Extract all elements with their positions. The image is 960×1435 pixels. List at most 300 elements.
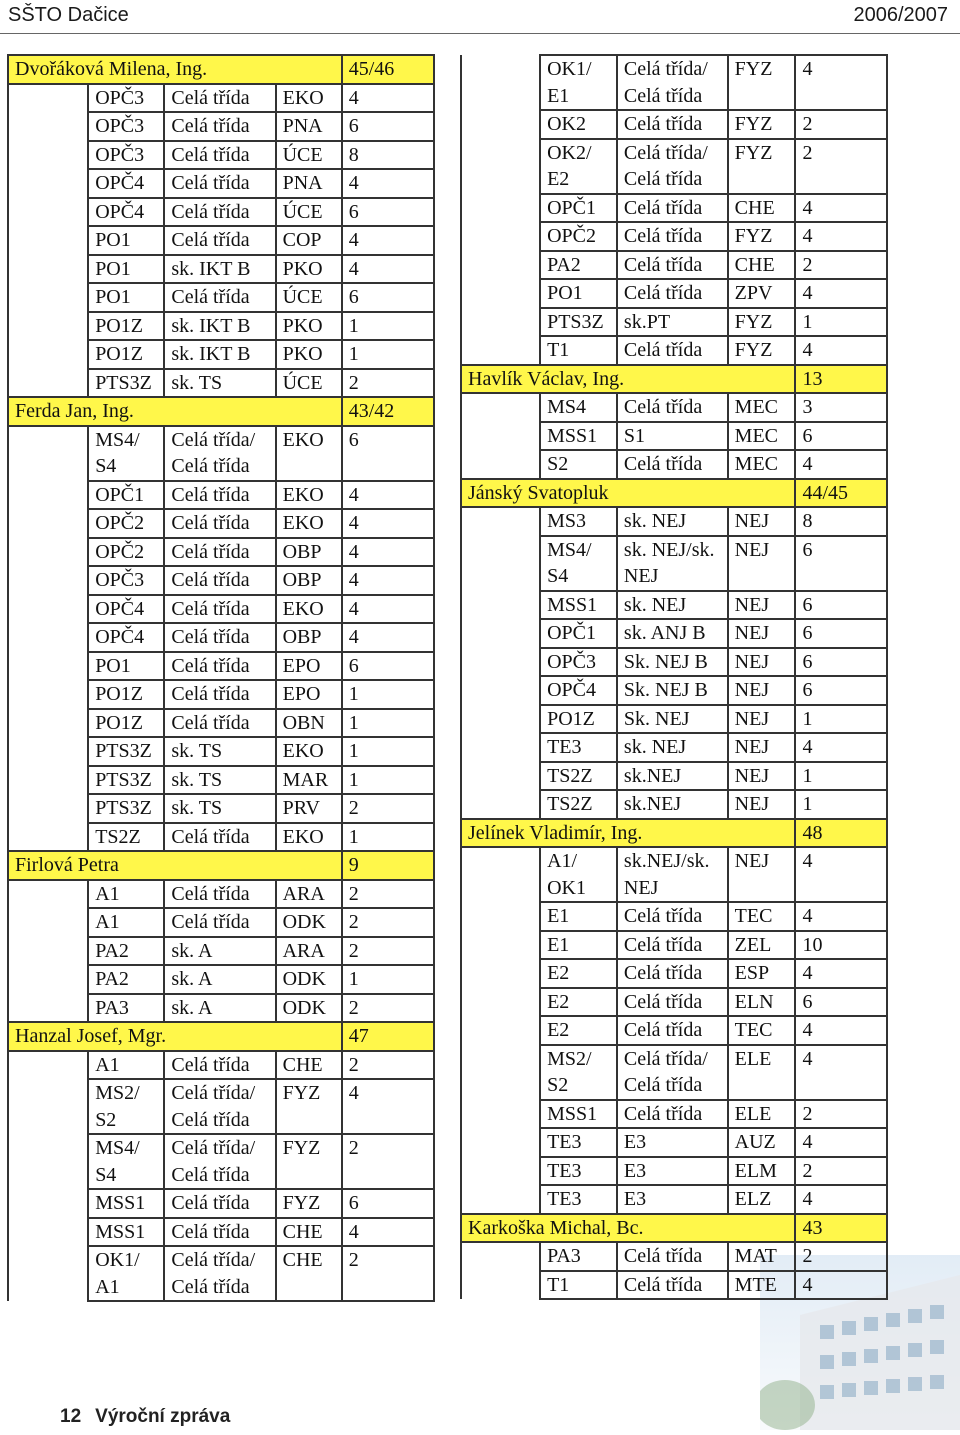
group-cell: E3 — [617, 1185, 728, 1214]
group-cell: Celá třída — [164, 680, 275, 709]
table-row — [8, 1218, 434, 1247]
table-row — [8, 84, 434, 113]
table-row — [8, 226, 434, 255]
group-cell: Celá třída — [164, 1218, 275, 1247]
group-cell: Celá třída — [617, 1016, 728, 1045]
teacher-name: Havlík Václav, Ing. — [461, 365, 795, 394]
hours-cell: 4 — [795, 1016, 887, 1045]
class-cell: PTS3Z — [88, 369, 164, 398]
indent-cell — [8, 652, 88, 681]
subject-cell: NEJ — [728, 733, 796, 762]
class-cell: MSS1 — [540, 422, 617, 451]
class-cell: OPČ3 — [540, 648, 617, 677]
subject-cell: ODK — [276, 994, 342, 1023]
indent-cell — [461, 902, 540, 931]
class-cell: A1 — [88, 908, 164, 937]
class-cell: OPČ4 — [88, 623, 164, 652]
class-cell: OPČ4 — [88, 198, 164, 227]
class-cell: PO1 — [88, 226, 164, 255]
subject-cell: EKO — [276, 595, 342, 624]
table-row — [8, 538, 434, 567]
indent-cell — [461, 1128, 540, 1157]
class-cell: OPČ3 — [88, 112, 164, 141]
subject-cell: OBP — [276, 538, 342, 567]
group-cell: Celá třída — [164, 283, 275, 312]
hours-cell: 8 — [342, 141, 434, 170]
school-name: SŠTO Dačice — [8, 4, 129, 26]
subject-cell: EKO — [276, 823, 342, 852]
indent-cell — [461, 931, 540, 960]
hours-cell: 4 — [342, 538, 434, 567]
table-row — [461, 507, 887, 536]
hours-cell: 6 — [795, 619, 887, 648]
table-row — [8, 937, 434, 966]
hours-cell: 1 — [342, 766, 434, 795]
class-cell: OPČ1 — [540, 619, 617, 648]
hours-cell: 4 — [342, 1218, 434, 1247]
subject-cell: ODK — [276, 965, 342, 994]
table-row — [8, 1079, 434, 1134]
class-cell: T1 — [540, 336, 617, 365]
group-cell: Celá třída — [617, 251, 728, 280]
hours-cell: 8 — [795, 507, 887, 536]
hours-cell: 6 — [795, 591, 887, 620]
teacher-name-row — [8, 397, 434, 426]
group-cell: Celá třída/ Celá třída — [164, 426, 275, 481]
group-cell: Celá třída — [164, 623, 275, 652]
class-cell: A1 — [88, 880, 164, 909]
indent-cell — [461, 222, 540, 251]
class-cell: OPČ3 — [88, 84, 164, 113]
indent-cell — [461, 1185, 540, 1214]
hours-cell: 4 — [342, 226, 434, 255]
indent-cell — [8, 509, 88, 538]
table-row — [8, 481, 434, 510]
class-cell: PO1Z — [540, 705, 617, 734]
indent-cell — [8, 908, 88, 937]
indent-cell — [8, 709, 88, 738]
class-cell: MS2/ S2 — [540, 1045, 617, 1100]
hours-cell: 2 — [795, 1100, 887, 1129]
class-cell: TS2Z — [540, 762, 617, 791]
subject-cell: ELN — [728, 988, 796, 1017]
table-row — [461, 110, 887, 139]
group-cell: Celá třída — [164, 538, 275, 567]
class-cell: OK2 — [540, 110, 617, 139]
table-row — [8, 312, 434, 341]
hours-cell: 2 — [795, 1157, 887, 1186]
group-cell: Celá třída — [617, 279, 728, 308]
hours-cell: 6 — [342, 1189, 434, 1218]
table-row — [461, 139, 887, 194]
group-cell: Celá třída — [617, 336, 728, 365]
teacher-name: Karkoška Michal, Bc. — [461, 1214, 795, 1243]
teacher-hours: 43 — [795, 1214, 887, 1243]
hours-cell: 2 — [795, 251, 887, 280]
indent-cell — [461, 336, 540, 365]
teacher-hours: 43/42 — [342, 397, 434, 426]
indent-cell — [461, 1100, 540, 1129]
indent-cell — [461, 676, 540, 705]
group-cell: Celá třída — [617, 902, 728, 931]
group-cell: Celá třída — [617, 222, 728, 251]
class-cell: E2 — [540, 1016, 617, 1045]
subject-cell: MTE — [728, 1271, 796, 1300]
page-footer — [60, 1406, 230, 1428]
table-row — [8, 794, 434, 823]
indent-cell — [8, 595, 88, 624]
hours-cell: 1 — [342, 737, 434, 766]
table-row — [8, 255, 434, 284]
group-cell: Celá třída — [164, 198, 275, 227]
indent-cell — [461, 847, 540, 902]
table-row — [8, 509, 434, 538]
table-row — [461, 1271, 887, 1300]
subject-cell: PNA — [276, 112, 342, 141]
group-cell: Celá třída — [164, 84, 275, 113]
subject-cell: ELE — [728, 1100, 796, 1129]
group-cell: Celá třída — [617, 110, 728, 139]
group-cell: Celá třída/ Celá třída — [164, 1246, 275, 1301]
teacher-name: Firlová Petra — [8, 851, 342, 880]
subject-cell: MEC — [728, 393, 796, 422]
subject-cell: TEC — [728, 1016, 796, 1045]
table-row — [8, 823, 434, 852]
indent-cell — [461, 591, 540, 620]
subject-cell: ARA — [276, 937, 342, 966]
indent-cell — [8, 1079, 88, 1134]
indent-cell — [8, 283, 88, 312]
group-cell: Sk. NEJ — [617, 705, 728, 734]
indent-cell — [461, 1271, 540, 1300]
table-row — [8, 426, 434, 481]
left-column — [7, 54, 435, 1302]
group-cell: sk. TS — [164, 369, 275, 398]
hours-cell: 6 — [342, 198, 434, 227]
hours-cell: 4 — [795, 1128, 887, 1157]
indent-cell — [8, 794, 88, 823]
class-cell: TE3 — [540, 1128, 617, 1157]
indent-cell — [461, 194, 540, 223]
hours-cell: 6 — [795, 988, 887, 1017]
class-cell: S2 — [540, 450, 617, 479]
school-year: 2006/2007 — [853, 4, 948, 26]
group-cell: Celá třída/ Celá třída — [617, 1045, 728, 1100]
class-cell: OPČ4 — [88, 595, 164, 624]
subject-cell: MEC — [728, 422, 796, 451]
hours-cell: 6 — [342, 283, 434, 312]
subject-cell: CHE — [276, 1218, 342, 1247]
table-row — [8, 709, 434, 738]
class-cell: MSS1 — [88, 1189, 164, 1218]
subject-cell: FYZ — [728, 336, 796, 365]
group-cell: Celá třída — [164, 566, 275, 595]
indent-cell — [461, 507, 540, 536]
class-cell: PA2 — [88, 937, 164, 966]
indent-cell — [8, 84, 88, 113]
hours-cell: 2 — [342, 994, 434, 1023]
indent-cell — [8, 198, 88, 227]
indent-cell — [8, 369, 88, 398]
group-cell: Celá třída — [164, 709, 275, 738]
indent-cell — [461, 450, 540, 479]
table-row — [461, 1185, 887, 1214]
group-cell: Celá třída — [164, 226, 275, 255]
table-row — [8, 283, 434, 312]
indent-cell — [8, 1051, 88, 1080]
class-cell: PO1 — [88, 283, 164, 312]
indent-cell — [8, 169, 88, 198]
indent-cell — [461, 1157, 540, 1186]
table-row — [461, 733, 887, 762]
group-cell: Celá třída — [164, 112, 275, 141]
class-cell: OPČ2 — [88, 509, 164, 538]
class-cell: MSS1 — [88, 1218, 164, 1247]
table-row — [461, 55, 887, 110]
indent-cell — [8, 994, 88, 1023]
group-cell: Celá třída — [164, 880, 275, 909]
hours-cell: 4 — [795, 733, 887, 762]
class-cell: PTS3Z — [88, 737, 164, 766]
group-cell: sk.NEJ/sk. NEJ — [617, 847, 728, 902]
class-cell: PA2 — [88, 965, 164, 994]
indent-cell — [461, 705, 540, 734]
indent-cell — [8, 766, 88, 795]
hours-cell: 4 — [342, 169, 434, 198]
group-cell: Celá třída/ Celá třída — [164, 1134, 275, 1189]
group-cell: Celá třída — [617, 1271, 728, 1300]
class-cell: PO1Z — [88, 709, 164, 738]
teacher-name: Dvořáková Milena, Ing. — [8, 55, 342, 84]
class-cell: OK1/ A1 — [88, 1246, 164, 1301]
hours-cell: 4 — [795, 847, 887, 902]
indent-cell — [8, 112, 88, 141]
table-row — [461, 279, 887, 308]
group-cell: sk. A — [164, 965, 275, 994]
subject-cell: ARA — [276, 880, 342, 909]
header-rule — [0, 33, 960, 34]
subject-cell: FYZ — [276, 1189, 342, 1218]
hours-cell: 3 — [795, 393, 887, 422]
subject-cell: NEJ — [728, 619, 796, 648]
subject-cell: EKO — [276, 84, 342, 113]
hours-cell: 6 — [795, 422, 887, 451]
subject-cell: MEC — [728, 450, 796, 479]
indent-cell — [461, 648, 540, 677]
table-row — [461, 536, 887, 591]
subject-cell: FYZ — [728, 222, 796, 251]
class-cell: MS4/ S4 — [88, 1134, 164, 1189]
group-cell: sk.NEJ — [617, 762, 728, 791]
class-cell: OPČ4 — [540, 676, 617, 705]
teacher-name-row — [461, 365, 887, 394]
hours-cell: 4 — [795, 902, 887, 931]
subject-cell: AUZ — [728, 1128, 796, 1157]
group-cell: sk. NEJ — [617, 507, 728, 536]
table-row — [8, 141, 434, 170]
table-row — [8, 1246, 434, 1301]
table-row — [461, 676, 887, 705]
subject-cell: PRV — [276, 794, 342, 823]
teacher-hours: 13 — [795, 365, 887, 394]
indent-cell — [8, 1218, 88, 1247]
table-row — [461, 1157, 887, 1186]
table-row — [461, 308, 887, 337]
table-row — [8, 340, 434, 369]
indent-cell — [8, 255, 88, 284]
group-cell: sk. A — [164, 937, 275, 966]
indent-cell — [461, 55, 540, 110]
class-cell: TS2Z — [540, 790, 617, 819]
table-row — [8, 198, 434, 227]
group-cell: Sk. NEJ B — [617, 648, 728, 677]
hours-cell: 2 — [342, 908, 434, 937]
subject-cell: EKO — [276, 481, 342, 510]
teacher-name-row — [8, 55, 434, 84]
class-cell: MSS1 — [540, 1100, 617, 1129]
group-cell: Celá třída/ Celá třída — [617, 55, 728, 110]
class-cell: E1 — [540, 902, 617, 931]
indent-cell — [461, 139, 540, 194]
table-row — [461, 393, 887, 422]
subject-cell: NEJ — [728, 648, 796, 677]
table-row — [461, 959, 887, 988]
group-cell: Celá třída — [164, 652, 275, 681]
class-cell: OK2/ E2 — [540, 139, 617, 194]
group-cell: E3 — [617, 1128, 728, 1157]
group-cell: Celá třída — [617, 959, 728, 988]
class-cell: MS3 — [540, 507, 617, 536]
hours-cell: 2 — [342, 937, 434, 966]
subject-cell: FYZ — [728, 55, 796, 110]
hours-cell: 2 — [795, 1242, 887, 1271]
hours-cell: 4 — [795, 336, 887, 365]
teacher-table-left — [7, 54, 435, 1302]
hours-cell: 1 — [795, 762, 887, 791]
group-cell: S1 — [617, 422, 728, 451]
indent-cell — [8, 226, 88, 255]
class-cell: E2 — [540, 959, 617, 988]
group-cell: sk. A — [164, 994, 275, 1023]
class-cell: OPČ4 — [88, 169, 164, 198]
table-row — [8, 1051, 434, 1080]
table-row — [461, 336, 887, 365]
group-cell: Celá třída — [617, 1242, 728, 1271]
class-cell: OK1/ E1 — [540, 55, 617, 110]
hours-cell: 2 — [795, 139, 887, 194]
subject-cell: NEJ — [728, 536, 796, 591]
hours-cell: 2 — [342, 1246, 434, 1301]
group-cell: Celá třída — [164, 141, 275, 170]
group-cell: Celá třída — [164, 908, 275, 937]
teacher-name-row — [8, 851, 434, 880]
indent-cell — [461, 733, 540, 762]
indent-cell — [8, 1134, 88, 1189]
table-row — [461, 619, 887, 648]
table-row — [461, 422, 887, 451]
class-cell: PTS3Z — [88, 794, 164, 823]
class-cell: PA2 — [540, 251, 617, 280]
hours-cell: 6 — [342, 112, 434, 141]
indent-cell — [8, 737, 88, 766]
subject-cell: FYZ — [728, 308, 796, 337]
subject-cell: ÚCE — [276, 198, 342, 227]
indent-cell — [461, 619, 540, 648]
table-row — [461, 790, 887, 819]
hours-cell: 2 — [342, 1051, 434, 1080]
page-header — [0, 0, 960, 34]
hours-cell: 4 — [795, 450, 887, 479]
table-row — [461, 222, 887, 251]
subject-cell: PKO — [276, 340, 342, 369]
indent-cell — [461, 251, 540, 280]
class-cell: OPČ2 — [88, 538, 164, 567]
table-row — [8, 1134, 434, 1189]
indent-cell — [8, 141, 88, 170]
indent-cell — [461, 279, 540, 308]
class-cell: OPČ1 — [88, 481, 164, 510]
subject-cell: ZPV — [728, 279, 796, 308]
class-cell: PTS3Z — [88, 766, 164, 795]
indent-cell — [461, 308, 540, 337]
class-cell: TE3 — [540, 1157, 617, 1186]
teacher-hours: 48 — [795, 819, 887, 848]
subject-cell: FYZ — [276, 1134, 342, 1189]
indent-cell — [461, 393, 540, 422]
table-row — [8, 880, 434, 909]
hours-cell: 2 — [342, 1134, 434, 1189]
indent-cell — [8, 623, 88, 652]
subject-cell: ZEL — [728, 931, 796, 960]
subject-cell: EKO — [276, 509, 342, 538]
table-row — [8, 566, 434, 595]
teacher-hours: 47 — [342, 1022, 434, 1051]
hours-cell: 10 — [795, 931, 887, 960]
class-cell: MS4 — [540, 393, 617, 422]
indent-cell — [461, 988, 540, 1017]
teacher-name: Jelínek Vladimír, Ing. — [461, 819, 795, 848]
table-row — [461, 1100, 887, 1129]
class-cell: T1 — [540, 1271, 617, 1300]
group-cell: Celá třída — [617, 450, 728, 479]
table-row — [461, 1045, 887, 1100]
subject-cell: OBP — [276, 566, 342, 595]
class-cell: PO1 — [88, 652, 164, 681]
subject-cell: NEJ — [728, 507, 796, 536]
teacher-hours: 45/46 — [342, 55, 434, 84]
group-cell: Celá třída — [164, 823, 275, 852]
hours-cell: 1 — [342, 340, 434, 369]
group-cell: sk. TS — [164, 737, 275, 766]
hours-cell: 6 — [795, 648, 887, 677]
table-row — [461, 931, 887, 960]
group-cell: sk. IKT B — [164, 312, 275, 341]
teacher-name-row — [461, 819, 887, 848]
class-cell: TE3 — [540, 1185, 617, 1214]
group-cell: sk. ANJ B — [617, 619, 728, 648]
teacher-name-row — [8, 1022, 434, 1051]
class-cell: PA3 — [540, 1242, 617, 1271]
class-cell: PA3 — [88, 994, 164, 1023]
subject-cell: ESP — [728, 959, 796, 988]
indent-cell — [461, 422, 540, 451]
hours-cell: 1 — [795, 705, 887, 734]
subject-cell: COP — [276, 226, 342, 255]
subject-cell: PKO — [276, 255, 342, 284]
table-row — [8, 737, 434, 766]
teacher-name-row — [461, 1214, 887, 1243]
hours-cell: 6 — [795, 676, 887, 705]
